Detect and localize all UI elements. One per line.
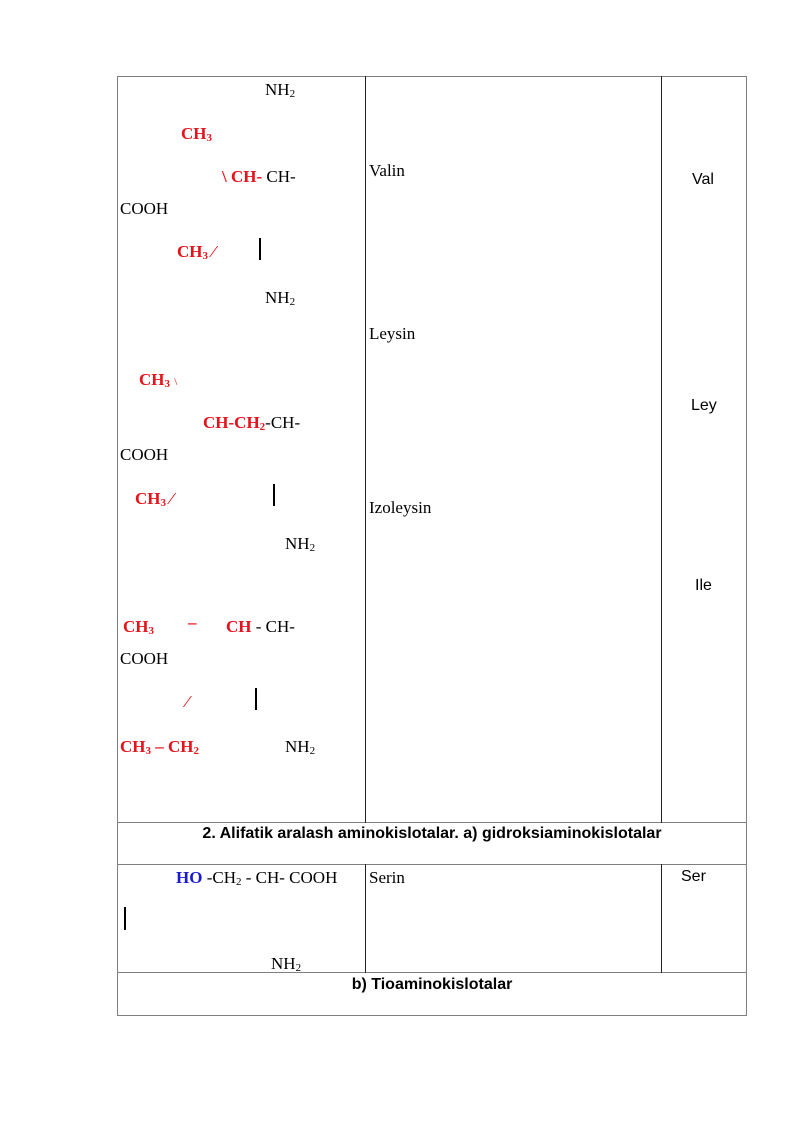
abbr-val: Val [692,171,714,188]
row-divider-2 [117,864,747,865]
valin-nh2-bottom: $NH_2$ [265,288,296,308]
name-izoleysin: Izoleysin [369,498,432,517]
leysin-ch-ch2: $CH-CH_2-CH-$ [203,413,301,433]
table-left-border [117,76,118,1016]
name-valin: Valin [369,161,405,180]
table-top-border [117,76,747,77]
serin-formula: HO $-CH_2 - CH-$ COOH [176,868,338,888]
leysin-cooh: COOH [120,445,169,464]
izoleysin-slash: ⁄ [186,692,189,711]
valin-nh2-top: $NH_2$ [265,80,296,100]
serin-nh2: $NH_2$ [271,954,302,974]
leysin-ch3-b: $CH_3$ ⁄ [135,489,174,509]
izoleysin-ch3: $CH_3$ [123,617,154,637]
col-divider-2-lower [661,864,662,973]
section-2-title: 2. Alifatik aralash aminokislotalar. a) gidroksiaminokislotalar [202,825,662,842]
valin-bond-line [259,238,261,260]
valin-ch3-a: $CH_3$ [181,124,212,144]
col-divider-2-upper [661,76,662,823]
abbr-ile: Ile [695,577,712,594]
izoleysin-ch3-ch2: $CH_3 - CH_2$ [120,737,199,757]
leysin-ch3-a: $CH_3$ \ [139,370,178,390]
valin-ch-chain: \ CH- CH- [222,167,296,186]
valin-cooh: COOH [120,199,169,218]
table-bottom-border [117,1015,747,1016]
name-leysin: Leysin [369,324,416,343]
name-serin: Serin [369,868,405,887]
col-divider-1-upper [365,76,366,823]
serin-bond-line [124,907,126,930]
izoleysin-bond-line [255,688,257,710]
abbr-ley: Ley [691,397,717,414]
section-b-title: b) Tioaminokislotalar [351,976,513,993]
col-divider-1-lower [365,864,366,973]
izoleysin-nh2: $NH_2$ [285,737,316,757]
row-divider-3 [117,972,747,973]
leysin-bond-line [273,484,275,506]
izoleysin-dash: – [188,613,197,632]
izoleysin-ch: CH - CH- [226,617,295,636]
leysin-nh2: $NH_2$ [285,534,316,554]
valin-ch3-b: $CH_3$ ⁄ [177,242,216,262]
izoleysin-cooh: COOH [120,649,169,668]
row-divider-1 [117,822,747,823]
abbr-ser: Ser [681,868,706,885]
table-right-border [746,76,747,1016]
